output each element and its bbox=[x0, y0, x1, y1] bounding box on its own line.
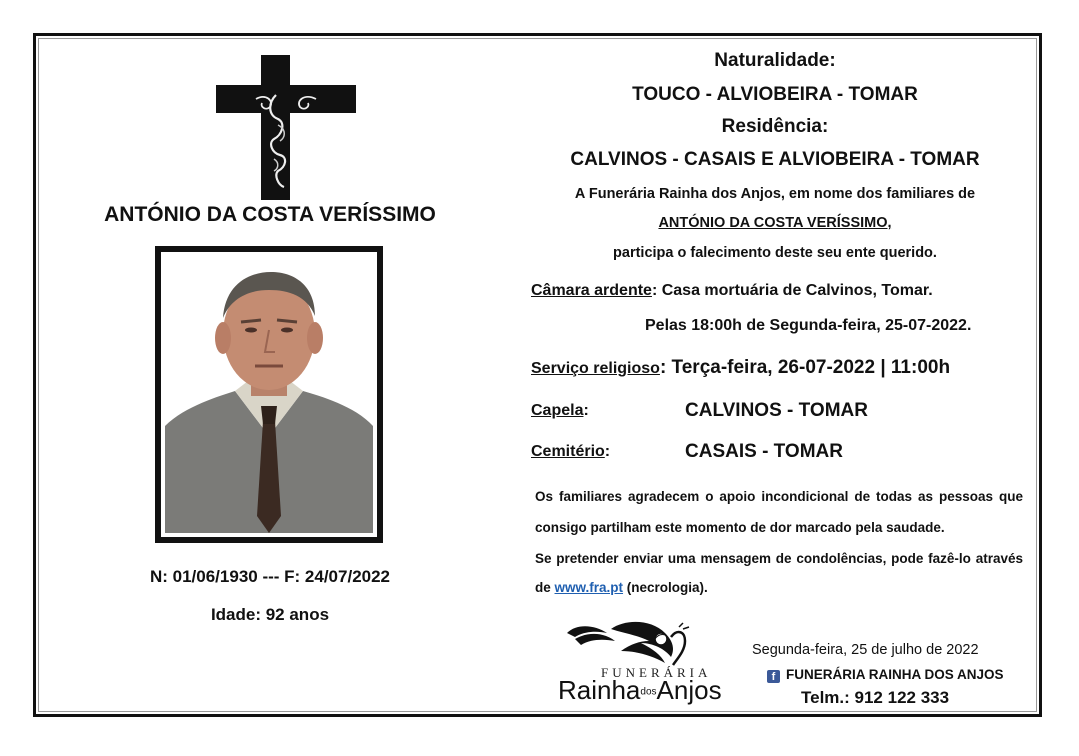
camara-value: : Casa mortuária de Calvinos, Tomar. bbox=[651, 282, 933, 299]
logo-funeraria: FUNERÁRIA bbox=[601, 665, 712, 680]
announcement-line1: A Funerária Rainha dos Anjos, em nome dos familiares de bbox=[574, 186, 976, 202]
condolences-a: Se pretender enviar uma mensagem de condolências, pode fazê-lo através de bbox=[535, 551, 1023, 595]
cemiterio-label: Cemitério bbox=[531, 443, 605, 460]
age: Idade: 92 anos bbox=[210, 605, 330, 624]
announcement-name: ANTÓNIO DA COSTA VERÍSSIMO, bbox=[658, 215, 892, 231]
camara-time: Pelas 18:00h de Segunda-feira, 25-07-2022. bbox=[645, 317, 972, 334]
capela-value: CALVINOS - TOMAR bbox=[685, 400, 868, 421]
cross-icon bbox=[216, 55, 356, 200]
birth-death-dates: N: 01/06/1930 --- F: 24/07/2022 bbox=[149, 567, 391, 586]
residencia-label: Residência: bbox=[721, 116, 829, 137]
logo-anjos: Anjos bbox=[656, 675, 722, 705]
portrait-photo bbox=[165, 256, 373, 533]
phone-number: Telm.: 912 122 333 bbox=[801, 688, 950, 707]
servico-label: Serviço religioso bbox=[531, 360, 660, 377]
logo-rainha-dos-anjos bbox=[558, 675, 722, 706]
cemiterio-colon: : bbox=[604, 443, 611, 460]
facebook-row[interactable] bbox=[767, 667, 1004, 683]
cemiterio-value: CASAIS - TOMAR bbox=[685, 441, 843, 462]
naturalidade-value: TOUCO - ALVIOBEIRA - TOMAR bbox=[632, 84, 918, 105]
facebook-icon[interactable]: f bbox=[767, 670, 780, 683]
website-link[interactable]: www.fra.pt bbox=[554, 580, 624, 595]
servico-value: : Terça-feira, 26-07-2022 | 11:00h bbox=[659, 357, 951, 378]
capela-colon: : bbox=[583, 402, 589, 419]
portrait-frame bbox=[155, 246, 383, 543]
cemiterio-row bbox=[531, 443, 610, 461]
bird-logo-icon bbox=[555, 615, 735, 670]
logo-rainha: Rainha bbox=[558, 675, 641, 705]
residencia-value: CALVINOS - CASAIS E ALVIOBEIRA - TOMAR bbox=[570, 149, 980, 170]
footer-date: Segunda-feira, 25 de julho de 2022 bbox=[752, 642, 979, 658]
funeraria-logo bbox=[555, 615, 735, 710]
naturalidade-label: Naturalidade: bbox=[714, 50, 836, 71]
thanks-text: Os familiares agradecem o apoio incondicional de todas as pessoas que consigo partilham este momento de dor marcado pela saudade. bbox=[535, 489, 1023, 535]
capela-label: Capela bbox=[531, 402, 584, 419]
deceased-name: ANTÓNIO DA COSTA VERÍSSIMO bbox=[104, 203, 436, 226]
camara-ardente bbox=[531, 282, 933, 300]
capela-row bbox=[531, 402, 589, 420]
camara-label: Câmara ardente bbox=[531, 282, 652, 299]
condolences-b: (necrologia). bbox=[623, 580, 708, 595]
facebook-name: FUNERÁRIA RAINHA DOS ANJOS bbox=[786, 667, 1004, 682]
announcement-line3: participa o falecimento deste seu ente querido. bbox=[613, 245, 937, 261]
servico-religioso bbox=[531, 357, 950, 379]
logo-dos: dos bbox=[640, 686, 657, 698]
condolences-text bbox=[535, 544, 1023, 602]
